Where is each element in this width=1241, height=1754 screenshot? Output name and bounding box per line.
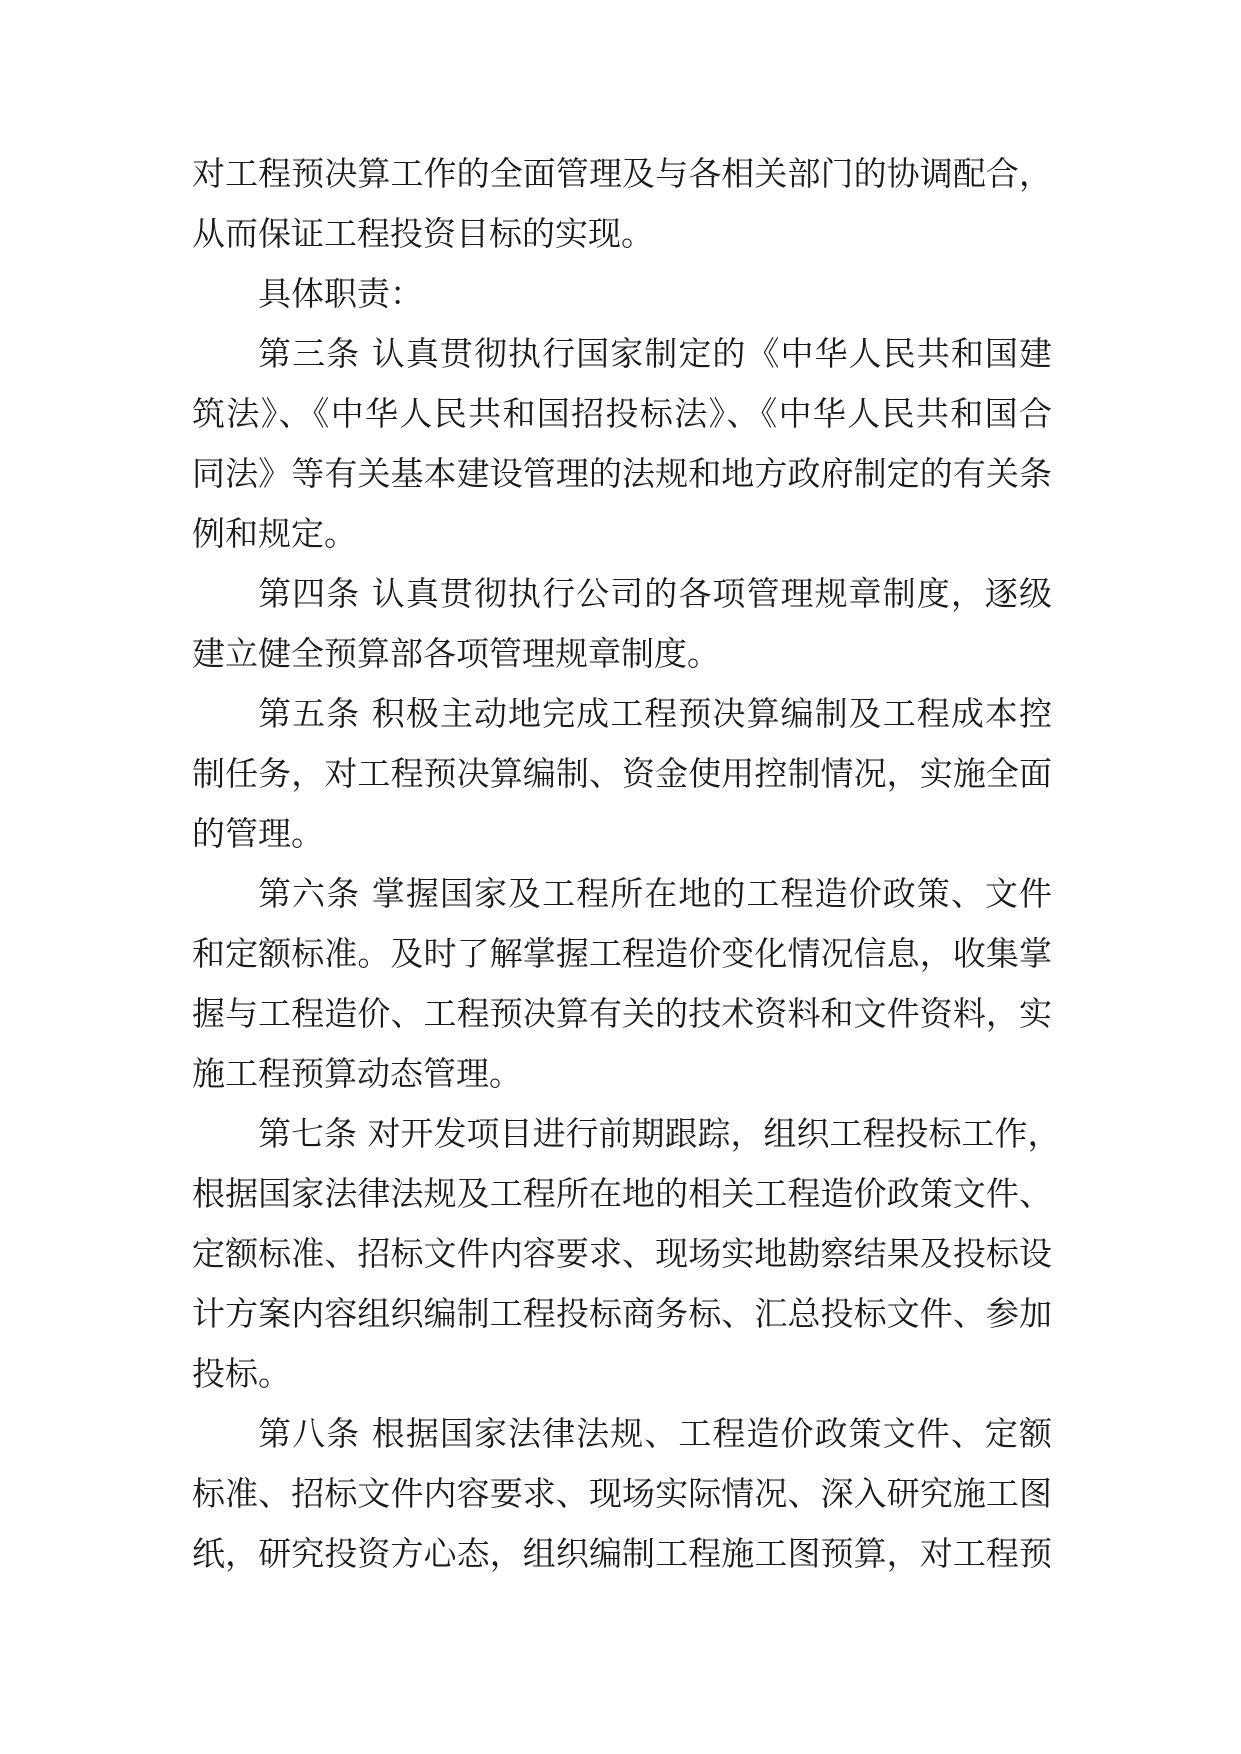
article-7-line: 定额标准、招标文件内容要求、现场实地勘察结果及投标设 bbox=[192, 1234, 1052, 1273]
article-6-line: 握与工程造价、工程预决算有关的技术资料和文件资料，实 bbox=[192, 994, 1052, 1033]
article-5-line: 的管理。 bbox=[192, 814, 324, 853]
article-5-line: 制任务，对工程预决算编制、资金使用控制情况，实施全面 bbox=[192, 754, 1052, 793]
article-7-line: 第七条 对开发项目进行前期跟踪，组织工程投标工作， bbox=[258, 1114, 1061, 1153]
article-3-line: 例和规定。 bbox=[192, 514, 357, 553]
article-5-line: 第五条 积极主动地完成工程预决算编制及工程成本控 bbox=[258, 694, 1052, 733]
article-3-line: 第三条 认真贯彻执行国家制定的《中华人民共和国建 bbox=[258, 334, 1052, 373]
article-6-line: 施工程预算动态管理。 bbox=[192, 1054, 522, 1093]
text-line: 对工程预决算工作的全面管理及与各相关部门的协调配合， bbox=[192, 154, 1052, 193]
article-3-line: 筑法》、《中华人民共和国招投标法》、《中华人民共和国合 bbox=[192, 394, 1052, 433]
article-7-line: 计方案内容组织编制工程投标商务标、汇总投标文件、参加 bbox=[192, 1294, 1052, 1333]
article-8-line: 纸，研究投资方心态，组织编制工程施工图预算，对工程预 bbox=[192, 1534, 1052, 1573]
section-heading: 具体职责： bbox=[258, 274, 423, 313]
article-4-line: 第四条 认真贯彻执行公司的各项管理规章制度，逐级 bbox=[258, 574, 1052, 613]
article-8-line: 第八条 根据国家法律法规、工程造价政策文件、定额 bbox=[258, 1414, 1052, 1453]
article-6-line: 和定额标准。及时了解掌握工程造价变化情况信息，收集掌 bbox=[192, 934, 1052, 973]
article-7-line: 投标。 bbox=[192, 1354, 291, 1393]
article-7-line: 根据国家法律法规及工程所在地的相关工程造价政策文件、 bbox=[192, 1174, 1052, 1213]
article-8-line: 标准、招标文件内容要求、现场实际情况、深入研究施工图 bbox=[192, 1474, 1052, 1513]
text-line: 从而保证工程投资目标的实现。 bbox=[192, 214, 654, 253]
article-4-line: 建立健全预算部各项管理规章制度。 bbox=[192, 634, 720, 673]
article-3-line: 同法》等有关基本建设管理的法规和地方政府制定的有关条 bbox=[192, 454, 1052, 493]
article-6-line: 第六条 掌握国家及工程所在地的工程造价政策、文件 bbox=[258, 874, 1052, 913]
